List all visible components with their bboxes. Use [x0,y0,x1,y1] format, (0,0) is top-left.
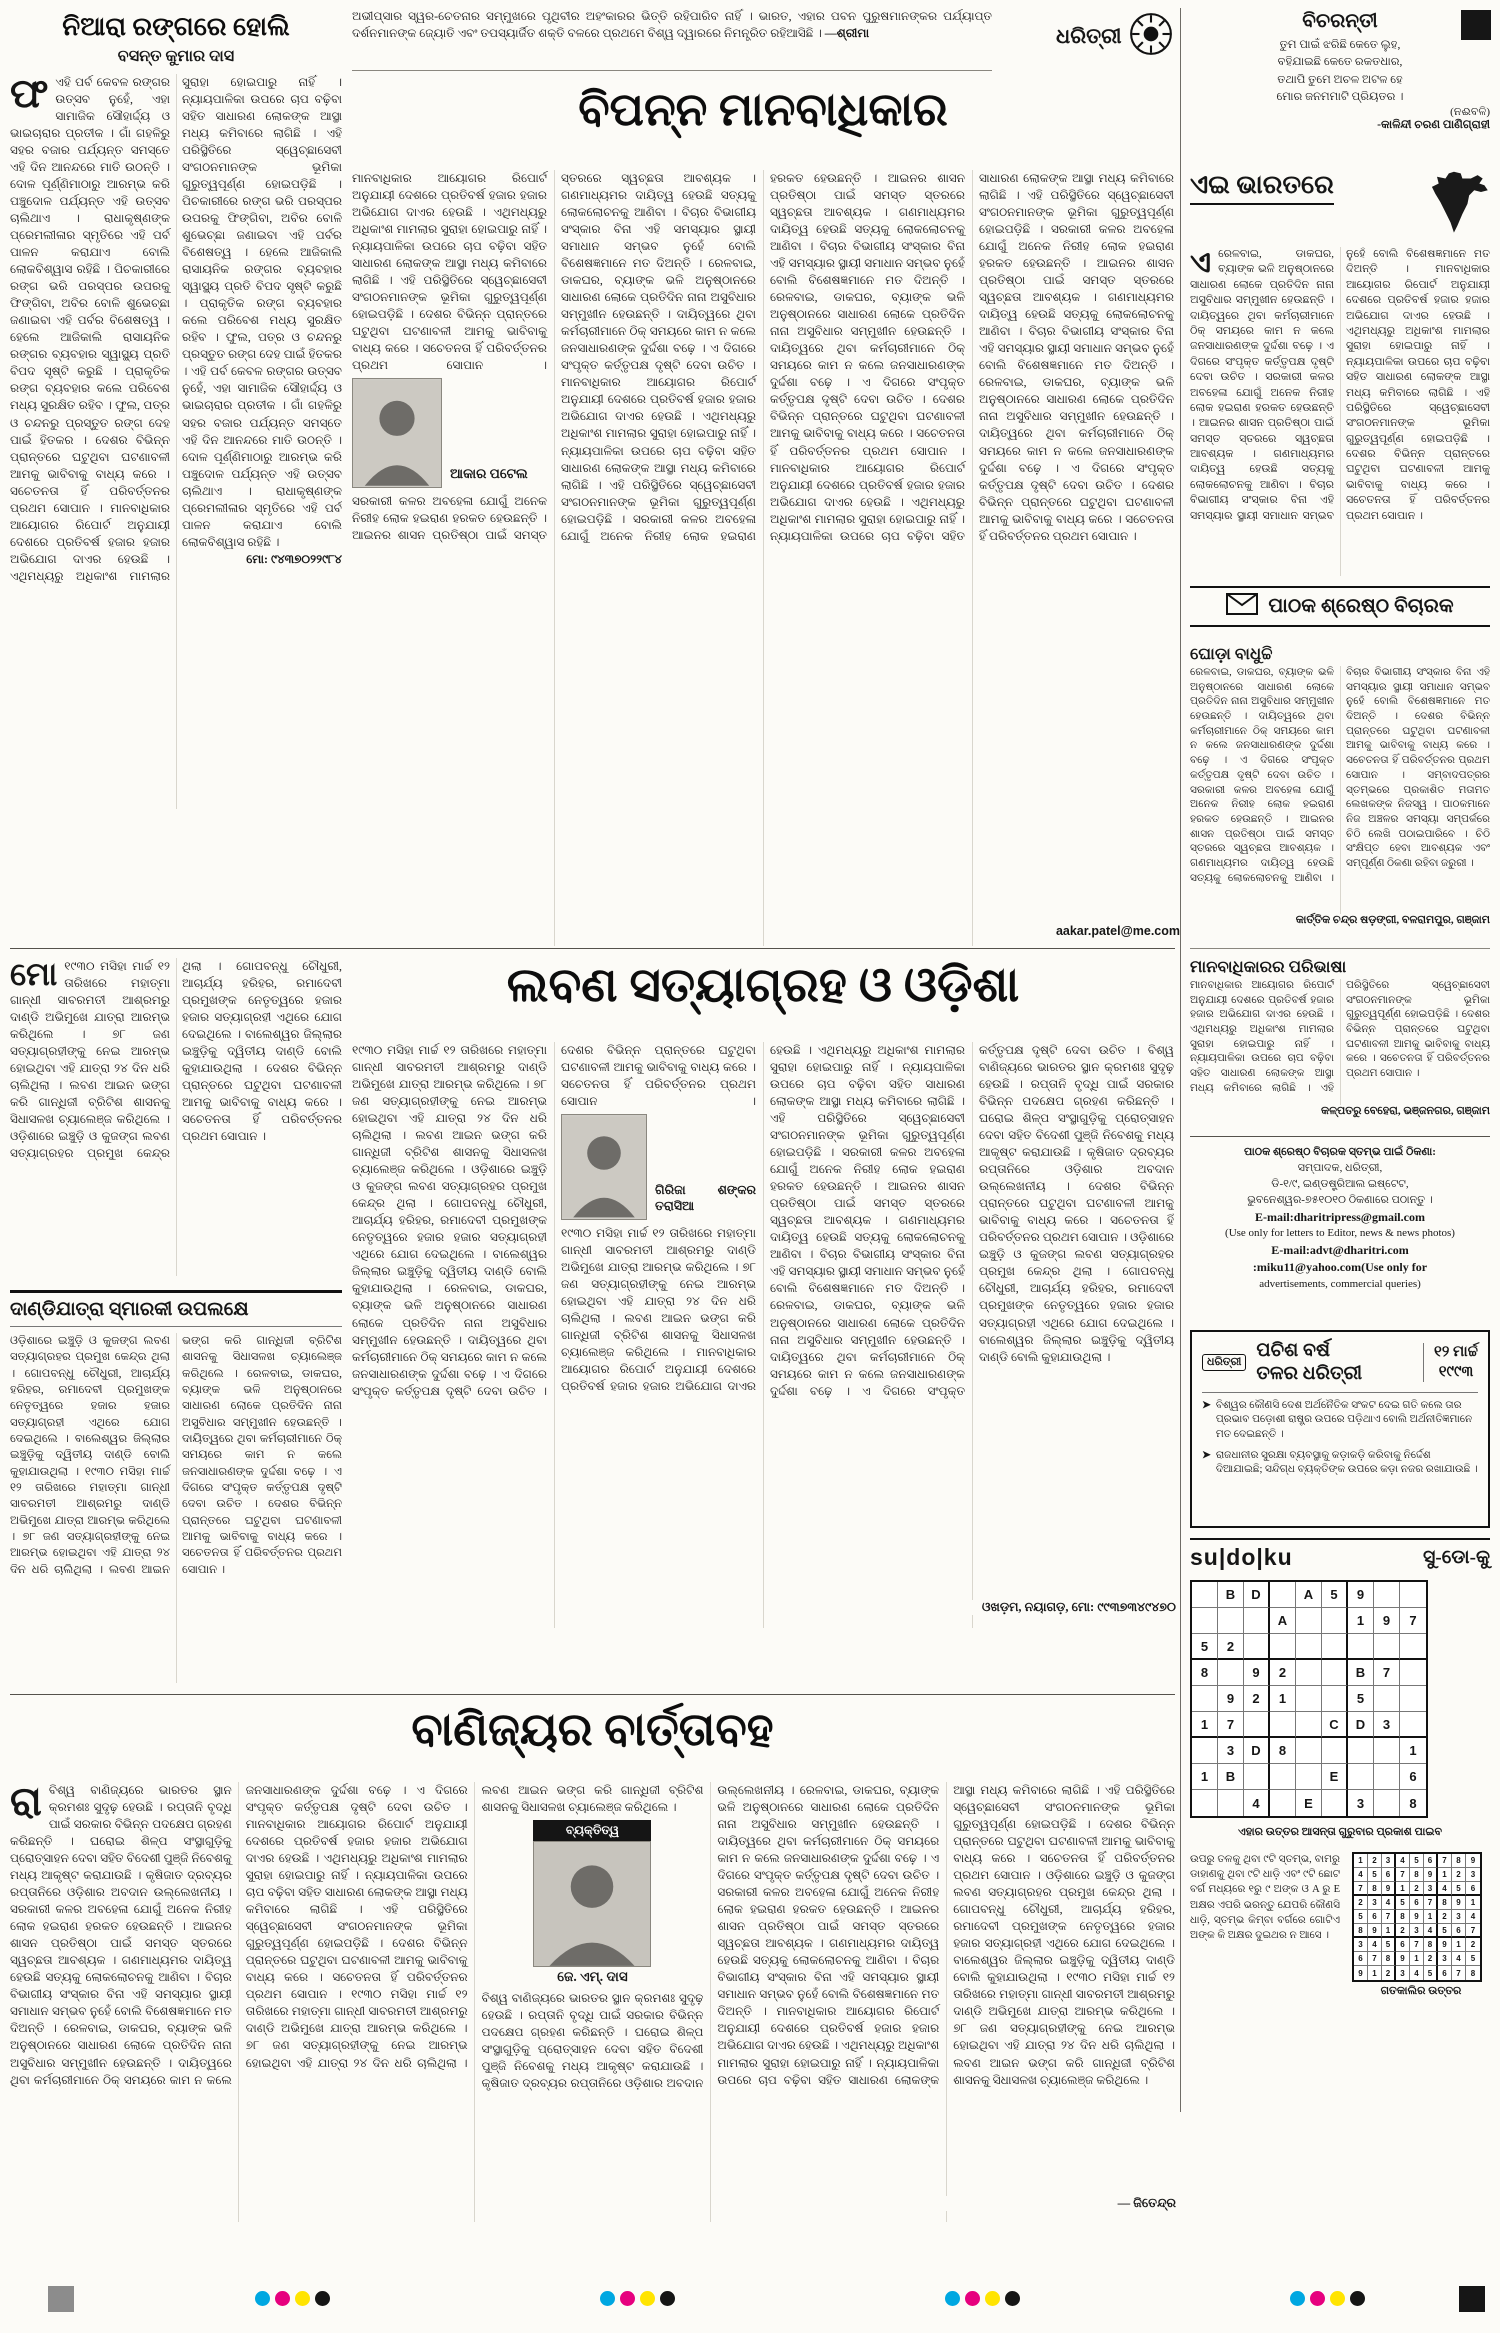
registration-dots [600,2291,675,2306]
article-salt-body [352,1042,1174,1628]
letter-2-title: ମାନବାଧିକାରର ପରିଭାଷା [1190,957,1347,976]
article-dandi-title: ଦାଣ୍ଡିଯାତ୍ରା ସ୍ମାରକୀ ଉପଲକ୍ଷେ [10,1299,342,1327]
sudoku-grid: B D A 5 9 A 1 9 7 5 2 8 9 2 B 7 9 2 1 5 1 7 C D 3 3 D 8 1 1 B E 6 4 E 3 8 [1190,1580,1428,1818]
author-photo-block [352,378,547,488]
paragraph: ଓଡ଼ିଶାରେ ଇଞ୍ଚୁଡ଼ି ଓ କୁଜଙ୍ଗ ଲବଣ ସତ୍ୟାଗ୍ରହର ପ୍ରମୁଖ କେନ୍ଦ୍ର ଥିଲା । ଗୋପବନ୍ଧୁ ଚୌଧୁରୀ, ଆଚାର୍ଯ୍ୟ ହରିହର, ରମାଦେବୀ ପ୍ରମୁଖଙ୍କ ନେତୃତ୍ୱରେ ହଜାର ହଜାର ସତ୍ୟାଗ୍ରହୀ ଏଥିରେ ଯୋଗ ଦେଇଥିଲେ । ବାଲେଶ୍ୱର ଜିଲ୍ଲାର ଇଞ୍ଚୁଡ଼ିକୁ ଦ୍ୱିତୀୟ ଦାଣ୍ଡି ବୋଲି କୁହାଯାଉଥିଲା । [979,1230,1174,1364]
paragraph: ମାନବାଧିକାର ଆୟୋଗର ରିପୋର୍ଟ ଅନୁଯାୟୀ ଦେଶରେ ପ୍ରତିବର୍ଷ ହଜାର ହଜାର ଅଭିଯୋଗ ଦାଏର ହେଉଛି । ଏଥିମଧ୍ୟରୁ ଅଧିକାଂଶ ମାମଲାର ସୁରାହା ହୋଇପାରୁ ନାହିଁ । ନ୍ୟାୟପାଳିକା ଉପରେ ଚାପ ବଢ଼ିବା ସହିତ ସାଧାରଣ ଲୋକଙ୍କ ଆସ୍ଥା ମଧ୍ୟ କମିବାରେ ଲାଗିଛି । ଏହି ପରିସ୍ଥିତିରେ ସ୍ୱେଚ୍ଛାସେବୀ ସଂଗଠନମାନଙ୍କ ଭୂମିକା ଗୁରୁତ୍ୱପୂର୍ଣ୍ଣ ହୋଇପଡ଼ିଛି । [1346,263,1490,445]
paragraph: ସରକାରୀ କଳର ଅବହେଳା ଯୋଗୁଁ ଅନେକ ନିରୀହ ଲୋକ ହଇରାଣ ହରକତ ହେଉଛନ୍ତି । ଆଇନର ଶାସନ ପ୍ରତିଷ୍ଠା ପାଇଁ ସମସ୍ତ ସ୍ତରରେ ସ୍ୱଚ୍ଛତା ଆବଶ୍ୟକ । ଗଣମାଧ୍ୟମର ଦାୟିତ୍ୱ ହେଉଛି ସତ୍ୟକୁ ଲୋକଲୋଚନକୁ ଆଣିବା । ବିଚାର ବିଭାଗୀୟ ସଂସ୍କାର ବିନା ଏହି ସମସ୍ୟାର ସ୍ଥାୟୀ ସମାଧାନ ସମ୍ଭବ ନୁହେଁ ବୋଲି ବିଶେଷଜ୍ଞମାନେ ମତ ଦିଅନ୍ତି । [979,222,1174,373]
article-holi-title: ନିଆରା ରଙ୍ଗରେ ହୋଲି [62,12,290,41]
divider [10,1694,1175,1695]
author-photo-block [561,1114,756,1220]
paragraph: ମାନବାଧିକାର ଆୟୋଗର ରିପୋର୍ଟ ଅନୁଯାୟୀ ଦେଶରେ ପ୍ରତିବର୍ଷ ହଜାର ହଜାର ଅଭିଯୋଗ ଦାଏର ହେଉଛି । ଏଥିମଧ୍ୟରୁ ଅଧିକାଂଶ ମାମଲାର ସୁରାହା ହୋଇପାରୁ ନାହିଁ । ନ୍ୟାୟପାଳିକା ଉପରେ ଚାପ ବଢ଼ିବା ସହିତ ସାଧାରଣ ଲୋକଙ୍କ ଆସ୍ଥା ମଧ୍ୟ କମିବାରେ ଲାଗିଛି । ଏହି ପରିସ୍ଥିତିରେ ସ୍ୱେଚ୍ଛାସେବୀ ସଂଗଠନମାନଙ୍କ ଭୂମିକା ଗୁରୁତ୍ୱପୂର୍ଣ୍ଣ ହୋଇପଡ଼ିଛି । [245,1817,468,1951]
article-bipanna-email: aakar.patel@me.com [996,924,1180,938]
sudoku-note: ଏହାର ଉତ୍ତର ଆସନ୍ତା ଗୁରୁବାର ପ୍ରକାଶ ପାଇବ [1238,1826,1442,1838]
dropcap: ମୋ [10,958,58,992]
article-holi-body [10,74,342,809]
envelope-icon [1226,593,1258,620]
years25-date-day: ୧୨ ମାର୍ଚ୍ଚ [1434,1344,1478,1361]
paragraph: ମାନବାଧିକାର ଆୟୋଗର ରିପୋର୍ଟ ଅନୁଯାୟୀ ଦେଶରେ ପ୍ରତିବର୍ଷ ହଜାର ହଜାର ଅଭିଯୋଗ ଦାଏର ହେଉଛି । ଏଥିମଧ୍ୟରୁ ଅଧିକାଂଶ ମାମଲାର ସୁରାହା ହୋଇପାରୁ ନାହିଁ । ନ୍ୟାୟପାଳିକା ଉପରେ ଚାପ ବଢ଼ିବା ସହିତ ସାଧାରଣ ଲୋକଙ୍କ ଆସ୍ଥା ମଧ୍ୟ କମିବାରେ ଲାଗିଛି । ଏହି ପରିସ୍ଥିତିରେ ସ୍ୱେଚ୍ଛାସେବୀ ସଂଗଠନମାନଙ୍କ ଭୂମିକା ଗୁରୁତ୍ୱପୂର୍ଣ୍ଣ ହୋଇପଡ଼ିଛି । [561,1043,965,1394]
magenta-dot [275,2291,290,2306]
masthead-quote [352,8,992,71]
paragraph: ସରକାରୀ କଳର ଅବହେଳା ଯୋଗୁଁ ଅନେକ ନିରୀହ ଲୋକ ହଇରାଣ ହରକତ ହେଉଛନ୍ତି । ଆଇନର ଶାସନ ପ୍ରତିଷ୍ଠା ପାଇଁ ସମସ୍ତ ସ୍ତରରେ ସ୍ୱଚ୍ଛତା ଆବଶ୍ୟକ । ଗଣମାଧ୍ୟମର ଦାୟିତ୍ୱ ହେଉଛି ସତ୍ୟକୁ ଲୋକଲୋଚନକୁ ଆଣିବା । ବିଚାର ବିଭାଗୀୟ ସଂସ୍କାର ବିନା ଏହି ସମସ୍ୟାର ସ୍ଥାୟୀ ସମାଧାନ ସମ୍ଭବ ନୁହେଁ ବୋଲି ବିଶେଷଜ୍ଞମାନେ ମତ ଦିଅନ୍ତି । [561,171,965,543]
sudoku-answer-grid: 1 2 3 4 5 6 7 8 9 4 5 6 7 8 9 1 2 3 7 8 9 1 2 3 4 5 6 2 3 4 5 6 7 8 9 1 5 6 7 8 9 1 2 3 4 8 9 1 2 3 4 5 6 7 3 4 5 6 7 8 9 1 2 6 7 8 9 1 2 3 4 5 9 1 2 3 4 5 6 7 8 [1352,1852,1482,1982]
contact-email: E-mail:dharitripress@gmail.com [1255,1209,1425,1224]
paragraph: ସରକାରୀ କଳର ଅବହେଳା ଯୋଗୁଁ ଅନେକ ନିରୀହ ଲୋକ ହଇରାଣ ହରକତ ହେଉଛନ୍ତି । ଆଇନର ଶାସନ ପ୍ରତିଷ୍ଠା ପାଇଁ ସମସ୍ତ ସ୍ତରରେ ସ୍ୱଚ୍ଛତା ଆବଶ୍ୟକ । ଗଣମାଧ୍ୟମର ଦାୟିତ୍ୱ ହେଉଛି ସତ୍ୟକୁ ଲୋକଲୋଚନକୁ ଆଣିବା । ବିଚାର ବିଭାଗୀୟ ସଂସ୍କାର ବିନା ଏହି ସମସ୍ୟାର ସ୍ଥାୟୀ ସମାଧାନ ସମ୍ଭବ ନୁହେଁ ବୋଲି ବିଶେଷଜ୍ଞମାନେ ମତ ଦିଅନ୍ତି । [1190,248,1490,522]
contact-note: (Use only for letters to Editor, news & news photos) [1225,1227,1455,1240]
paragraph: ୧୯୩୦ ମସିହା ମାର୍ଚ୍ଚ ୧୨ ତାରିଖରେ ମହାତ୍ମା ଗାନ୍ଧୀ ସାବରମତୀ ଆଶ୍ରମରୁ ଦାଣ୍ଡି ଅଭିମୁଖେ ଯାତ୍ରା ଆରମ୍ଭ କରିଥିଲେ । ୭୮ ଜଣ ସତ୍ୟାଗ୍ରହୀଙ୍କୁ ନେଇ ଆରମ୍ଭ ହୋଇଥିବା ଏହି ଯାତ୍ରା ୨୪ ଦିନ ଧରି ଚାଲିଥିଲା । ଲବଣ ଆଇନ ଭଙ୍ଗ କରି ଗାନ୍ଧିଜୀ ବ୍ରିଟିଶ ଶାସନକୁ ସିଧାସଳଖ ଚ୍ୟାଲେଞ୍ଜ କରିଥିଲେ । [352,1043,547,1177]
bullet-arrow-icon: ➤ [1202,1399,1211,1411]
black-dot [315,2291,330,2306]
paragraph: ଦେଶର ବିଭିନ୍ନ ପ୍ରାନ୍ତରେ ଘଟୁଥିବା ଘଟଣାବଳୀ ଆମକୁ ଭାବିବାକୁ ବାଧ୍ୟ କରେ । ସଚେତନତା ହିଁ ପରିବର୍ତ୍ତନର ପ୍ରଥମ ସୋପାନ । [953,1817,1175,1883]
paragraph: ଦେଶର ବିଭିନ୍ନ ପ୍ରାନ୍ତରେ ଘଟୁଥିବା ଘଟଣାବଳୀ ଆମକୁ ଭାବିବାକୁ ବାଧ୍ୟ କରେ । ସଚେତନତା ହିଁ ପରିବର୍ତ୍ତନର ପ୍ରଥମ ସୋପାନ । [770,392,965,458]
contact-email: E-mail:advt@dharitri.com [1271,1243,1409,1258]
poem-line: ତଥାପି ତୁମେ ଅଚଳ ଅଟଳ ହେ [1277,73,1403,86]
author-photo [561,1114,647,1220]
ei-bharatare-title: ଏଇ ଭାରତରେ [1190,170,1334,205]
paragraph: ଏହି ପର୍ବ କେବଳ ରଙ୍ଗର ଉତ୍ସବ ନୁହେଁ, ଏହା ସାମାଜିକ ସୌହାର୍ଦ୍ଦ୍ୟ ଓ ଭାଇଚାରାର ପ୍ରତୀକ । ଗାଁ ଗହଳିରୁ ସହର ବଜାର ପର୍ଯ୍ୟନ୍ତ ସମସ୍ତେ ଏହି ଦିନ ଆନନ୍ଦରେ ମାତି ଉଠନ୍ତି । ଦୋଳ ପୂର୍ଣ୍ଣିମାଠାରୁ ଆରମ୍ଭ କରି ପଞ୍ଚୁଦୋଳ ପର୍ଯ୍ୟନ୍ତ ଏହି ଉତ୍ସବ ଚାଲିଥାଏ । ରାଧାକୃଷ୍ଣଙ୍କ ପ୍ରେମଲୀଳାର ସ୍ମୃତିରେ ଏହି ପର୍ବ ପାଳନ କରାଯାଏ ବୋଲି ଲୋକବିଶ୍ୱାସ ରହିଛି । [10,74,170,277]
paragraph: ଦେଶର ବିଭିନ୍ନ ପ୍ରାନ୍ତରେ ଘଟୁଥିବା ଘଟଣାବଳୀ ଆମକୁ ଭାବିବାକୁ ବାଧ୍ୟ କରେ । ସଚେତନତା ହିଁ ପରିବର୍ତ୍ତନର ପ୍ରଥମ ସୋପାନ । [245,1936,468,2002]
poem-line: ମୋର ଜନମମାଟି ପ୍ରିୟତର । [1276,90,1404,103]
paragraph: ୧୯୩୦ ମସିହା ମାର୍ଚ୍ଚ ୧୨ ତାରିଖରେ ମହାତ୍ମା ଗାନ୍ଧୀ ସାବରମତୀ ଆଶ୍ରମରୁ ଦାଣ୍ଡି ଅଭିମୁଖେ ଯାତ୍ରା ଆରମ୍ଭ କରିଥିଲେ । ୭୮ ଜଣ ସତ୍ୟାଗ୍ରହୀଙ୍କୁ ନେଇ ଆରମ୍ଭ ହୋଇଥିବା ଏହି ଯାତ୍ରା ୨୪ ଦିନ ଧରି ଚାଲିଥିଲା । ଲବଣ ଆଇନ ଭଙ୍ଗ କରି ଗାନ୍ଧିଜୀ ବ୍ରିଟିଶ ଶାସନକୁ ସିଧାସଳଖ ଚ୍ୟାଲେଞ୍ଜ କରିଥିଲେ । [10,1335,342,1576]
years25-item-text: ରାଜଧାନୀର ସୁରକ୍ଷା ବ୍ୟବସ୍ଥାକୁ କଡ଼ାକଡ଼ି କରିବାକୁ ନିର୍ଦ୍ଦେଶ ଦିଆଯାଇଛି; ସନ୍ଦିଗ୍ଧ ବ୍ୟକ୍ତିଙ୍କ ଉପରେ କଡ଼ା ନଜର ରଖାଯାଉଛି । [1215,1449,1478,1476]
years25-title [1256,1340,1413,1386]
paragraph: ପିଚକାରୀରେ ରଙ୍ଗ ଭରି ପରସ୍ପର ଉପରକୁ ଫିଙ୍ଗିବା, ଅବିର ବୋଳି ଶୁଭେଚ୍ଛା ଜଣାଇବା ଏହି ପର୍ବର ବିଶେଷତ୍ୱ । ହେଲେ ଆଜିକାଲି ରାସାୟନିକ ରଙ୍ଗର ବ୍ୟବହାର ସ୍ୱାସ୍ଥ୍ୟ ପ୍ରତି ବିପଦ ସୃଷ୍ଟି କରୁଛି । ପ୍ରାକୃତିକ ରଙ୍ଗ ବ୍ୟବହାର କଲେ ପରିବେଶ ମଧ୍ୟ ସୁରକ୍ଷିତ ରହିବ । ଫୁଲ, ପତ୍ର ଓ ଚନ୍ଦନରୁ ପ୍ରସ୍ତୁତ ରଙ୍ଗ ଦେହ ପାଇଁ ହିତକର । [182,194,342,379]
paragraph: ଓଡ଼ିଶାରେ ଇଞ୍ଚୁଡ଼ି ଓ କୁଜଙ୍ଗ ଲବଣ ସତ୍ୟାଗ୍ରହର ପ୍ରମୁଖ କେନ୍ଦ୍ର ଥିଲା । ଗୋପବନ୍ଧୁ ଚୌଧୁରୀ, ଆଚାର୍ଯ୍ୟ ହରିହର, ରମାଦେବୀ ପ୍ରମୁଖଙ୍କ ନେତୃତ୍ୱରେ ହଜାର ହଜାର ସତ୍ୟାଗ୍ରହୀ ଏଥିରେ ଯୋଗ ଦେଇଥିଲେ । ବାଲେଶ୍ୱର ଜିଲ୍ଲାର ଇଞ୍ଚୁଡ଼ିକୁ ଦ୍ୱିତୀୟ ଦାଣ୍ଡି ବୋଲି କୁହାଯାଉଥିଲା । [10,1335,170,1478]
article-trade-signature: — ଜିତେନ୍ଦ୍ର [945,2196,1176,2211]
dropcap: ଫ [10,73,49,116]
paragraph: ମାନବାଧିକାର ଆୟୋଗର ରିପୋର୍ଟ ଅନୁଯାୟୀ ଦେଶରେ ପ୍ରତିବର୍ଷ ହଜାର ହଜାର ଅଭିଯୋଗ ଦାଏର ହେଉଛି । ଏଥିମଧ୍ୟରୁ ଅଧିକାଂଶ ମାମଲାର ସୁରାହା ହୋଇପାରୁ ନାହିଁ । ନ୍ୟାୟପାଳିକା ଉପରେ ଚାପ ବଢ଼ିବା ସହିତ ସାଧାରଣ ଲୋକଙ୍କ ଆସ୍ଥା ମଧ୍ୟ କମିବାରେ ଲାଗିଛି । ଏହି ପରିସ୍ଥିତିରେ ସ୍ୱେଚ୍ଛାସେବୀ ସଂଗଠନମାନଙ୍କ ଭୂମିକା ଗୁରୁତ୍ୱପୂର୍ଣ୍ଣ ହୋଇପଡ଼ିଛି । [1190,980,1490,1094]
contact-line: ପାଠକ ଶ୍ରେଷ୍ଠ ବିଚାରକ ସ୍ତମ୍ଭ ପାଇଁ ଠିକଣା: [1244,1146,1436,1158]
sudoku-logo-od: ସୁ-ଡୋ-କୁ [1422,1546,1490,1568]
print-mark-bottom-left [48,2286,74,2312]
paragraph: ଦେଶର ବିଭିନ୍ନ ପ୍ରାନ୍ତରେ ଘଟୁଥିବା ଘଟଣାବଳୀ ଆମକୁ ଭାବିବାକୁ ବାଧ୍ୟ କରେ । ସଚେତନତା ହିଁ ପରିବର୍ତ୍ତନର ପ୍ରଥମ ସୋପାନ । [352,307,548,373]
quote-attribution: —ଶ୍ରୀମା [824,26,870,41]
magenta-dot [1310,2291,1325,2306]
print-mark-bottom-right [1459,2286,1485,2312]
paragraph: ବିଶ୍ୱ ବାଣିଜ୍ୟରେ ଭାରତର ସ୍ଥାନ କ୍ରମଶଃ ସୁଦୃଢ଼ ହେଉଛି । ରପ୍ତାନି ବୃଦ୍ଧି ପାଇଁ ସରକାର ବିଭିନ୍ନ ପଦକ୍ଷେପ ଗ୍ରହଣ କରିଛନ୍ତି । ଘରୋଇ ଶିଳ୍ପ ସଂସ୍ଥାଗୁଡ଼ିକୁ ପ୍ରୋତ୍ସାହନ ଦେବା ସହିତ ବିଦେଶୀ ପୁଞ୍ଜି ନିବେଶକୁ ମଧ୍ୟ ଆକୃଷ୍ଟ କରାଯାଉଛି । କୃଷିଜାତ ଦ୍ରବ୍ୟର ରପ୍ତାନିରେ ଓଡ଼ିଶାର ଅବଦାନ ଉଲ୍ଲେଖନୀୟ । [481,1783,795,2091]
contact-email: :miku11@yahoo.com(Use only for [1252,1260,1428,1275]
paragraph: ୧୯୩୦ ମସିହା ମାର୍ଚ୍ଚ ୧୨ ତାରିଖରେ ମହାତ୍ମା ଗାନ୍ଧୀ ସାବରମତୀ ଆଶ୍ରମରୁ ଦାଣ୍ଡି ଅଭିମୁଖେ ଯାତ୍ରା ଆରମ୍ଭ କରିଥିଲେ । ୭୮ ଜଣ ସତ୍ୟାଗ୍ରହୀଙ୍କୁ ନେଇ ଆରମ୍ଭ ହୋଇଥିବା ଏହି ଯାତ୍ରା ୨୪ ଦିନ ଧରି ଚାଲିଥିଲା । ଲବଣ ଆଇନ ଭଙ୍ଗ କରି ଗାନ୍ଧିଜୀ ବ୍ରିଟିଶ ଶାସନକୁ ସିଧାସଳଖ ଚ୍ୟାଲେଞ୍ଜ କରିଥିଲେ । [10,959,170,1127]
years25-item [1202,1449,1478,1478]
author-photo [352,378,442,488]
magenta-dot [965,2291,980,2306]
article-salt-footer: ଓଖଡ଼ମ, ନୟାଗଡ଼, ମୋ: ୯୯୩୭୩୪୯୪୭୦ [900,1600,1176,1615]
paragraph: ସରକାରୀ କଳର ଅବହେଳା ଯୋଗୁଁ ଅନେକ ନିରୀହ ଲୋକ ହଇରାଣ ହରକତ ହେଉଛନ୍ତି । ଆଇନର ଶାସନ ପ୍ରତିଷ୍ଠା ପାଇଁ ସମସ୍ତ ସ୍ତରରେ ସ୍ୱଚ୍ଛତା ଆବଶ୍ୟକ । ଗଣମାଧ୍ୟମର ଦାୟିତ୍ୱ ହେଉଛି ସତ୍ୟକୁ ଲୋକଲୋଚନକୁ ଆଣିବା । ବିଚାର ବିଭାଗୀୟ ସଂସ୍କାର ବିନା ଏହି ସମସ୍ୟାର ସ୍ଥାୟୀ ସମାଧାନ ସମ୍ଭବ ନୁହେଁ ବୋଲି ବିଶେଷଜ୍ଞମାନେ ମତ ଦିଅନ୍ତି । [1190,667,1490,884]
poem-source: (ନଈବଳି) [1450,106,1490,118]
contact-line: ସମ୍ପାଦକ, ଧରିତ୍ରୀ, [1297,1161,1383,1174]
dropcap: ଏ [1190,247,1212,279]
paragraph: ରେଳବାଇ, ଡାକଘର, ବ୍ୟାଙ୍କ ଭଳି ଅନୁଷ୍ଠାନରେ ସାଧାରଣ ଲୋକେ ପ୍ରତିଦିନ ନାନା ଅସୁବିଧାର ସମ୍ମୁଖୀନ ହେଉଛନ୍ତି । ଦାୟିତ୍ୱରେ ଥିବା କର୍ମଚାରୀମାନେ ଠିକ୍ ସମୟରେ କାମ ନ କଲେ ଜନସାଧାରଣଙ୍କ ଦୁର୍ଦ୍ଦଶା ବଢ଼େ । ଏ ଦିଗରେ ସଂପୃକ୍ତ କର୍ତ୍ତୃପକ୍ଷ ଦୃଷ୍ଟି ଦେବା ଉଚିତ । [1190,248,1334,384]
paragraph: ଦେଶର ବିଭିନ୍ନ ପ୍ରାନ୍ତରେ ଘଟୁଥିବା ଘଟଣାବଳୀ ଆମକୁ ଭାବିବାକୁ ବାଧ୍ୟ କରେ । ସଚେତନତା ହିଁ ପରିବର୍ତ୍ତନର ପ୍ରଥମ ସୋପାନ । [979,477,1174,543]
article-holi-byline: ବସନ୍ତ କୁମାର ଦାସ [117,47,235,65]
article-dandi-body [10,1333,342,1683]
article-trade-body [10,1782,1175,2222]
paragraph: ରେଳବାଇ, ଡାକଘର, ବ୍ୟାଙ୍କ ଭଳି ଅନୁଷ୍ଠାନରେ ସାଧାରଣ ଲୋକେ ପ୍ରତିଦିନ ନାନା ଅସୁବିଧାର ସମ୍ମୁଖୀନ ହେଉଛନ୍ତି । ଦାୟିତ୍ୱରେ ଥିବା କର୍ମଚାରୀମାନେ ଠିକ୍ ସମୟରେ କାମ ନ କଲେ ଜନସାଧାରଣଙ୍କ ଦୁର୍ଦ୍ଦଶା ବଢ଼େ । ଏ ଦିଗରେ ସଂପୃକ୍ତ କର୍ତ୍ତୃପକ୍ଷ ଦୃଷ୍ଟି ଦେବା ଉଚିତ । [770,1043,1140,1398]
letter-2-signature: କଳ୍ପତରୁ ବେହେରା, ଭଞ୍ଜନଗର, ଗଞ୍ଜାମ [1320,1105,1490,1117]
paragraph: ବିଶ୍ୱ ବାଣିଜ୍ୟରେ ଭାରତର ସ୍ଥାନ କ୍ରମଶଃ ସୁଦୃଢ଼ ହେଉଛି । ରପ୍ତାନି ବୃଦ୍ଧି ପାଇଁ ସରକାର ବିଭିନ୍ନ ପଦକ୍ଷେପ ଗ୍ରହଣ କରିଛନ୍ତି । ଘରୋଇ ଶିଳ୍ପ ସଂସ୍ଥାଗୁଡ଼ିକୁ ପ୍ରୋତ୍ସାହନ ଦେବା ସହିତ ବିଦେଶୀ ପୁଞ୍ଜି ନିବେଶକୁ ମଧ୍ୟ ଆକୃଷ୍ଟ କରାଯାଉଛି । କୃଷିଜାତ ଦ୍ରବ୍ୟର ରପ୍ତାନିରେ ଓଡ଼ିଶାର ଅବଦାନ ଉଲ୍ଲେଖନୀୟ । [979,1043,1174,1194]
registration-dots [1290,2291,1365,2306]
paragraph: ମାନବାଧିକାର ଆୟୋଗର ରିପୋର୍ଟ ଅନୁଯାୟୀ ଦେଶରେ ପ୍ରତିବର୍ଷ ହଜାର ହଜାର ଅଭିଯୋଗ ଦାଏର ହେଉଛି । ଏଥିମଧ୍ୟରୁ ଅଧିକାଂଶ ମାମଲାର ସୁରାହା ହୋଇପାରୁ ନାହିଁ । ନ୍ୟାୟପାଳିକା ଉପରେ ଚାପ ବଢ଼ିବା ସହିତ ସାଧାରଣ ଲୋକଙ୍କ ଆସ୍ଥା ମଧ୍ୟ କମିବାରେ ଲାଗିଛି । ଏହି ପରିସ୍ଥିତିରେ ସ୍ୱେଚ୍ଛାସେବୀ ସଂଗଠନମାନଙ୍କ ଭୂମିକା ଗୁରୁତ୍ୱପୂର୍ଣ୍ଣ ହୋଇପଡ଼ିଛି । [352,171,547,322]
paragraph: ୧୯୩୦ ମସିହା ମାର୍ଚ୍ଚ ୧୨ ତାରିଖରେ ମହାତ୍ମା ଗାନ୍ଧୀ ସାବରମତୀ ଆଶ୍ରମରୁ ଦାଣ୍ଡି ଅଭିମୁଖେ ଯାତ୍ରା ଆରମ୍ଭ କରିଥିଲେ । ୭୮ ଜଣ ସତ୍ୟାଗ୍ରହୀଙ୍କୁ ନେଇ ଆରମ୍ଭ ହୋଇଥିବା ଏହି ଯାତ୍ରା ୨୪ ଦିନ ଧରି ଚାଲିଥିଲା । ଲବଣ ଆଇନ ଭଙ୍ଗ କରି ଗାନ୍ଧିଜୀ ବ୍ରିଟିଶ ଶାସନକୁ ସିଧାସଳଖ ଚ୍ୟାଲେଞ୍ଜ କରିଥିଲେ । [561,1226,756,1360]
cyan-dot [255,2291,270,2306]
paragraph: ପିଚକାରୀରେ ରଙ୍ଗ ଭରି ପରସ୍ପର ଉପରକୁ ଫିଙ୍ଗିବା, ଅବିର ବୋଳି ଶୁଭେଚ୍ଛା ଜଣାଇବା ଏହି ପର୍ବର ବିଶେଷତ୍ୱ । ହେଲେ ଆଜିକାଲି ରାସାୟନିକ ରଙ୍ଗର ବ୍ୟବହାର ସ୍ୱାସ୍ଥ୍ୟ ପ୍ରତି ବିପଦ ସୃଷ୍ଟି କରୁଛି । ପ୍ରାକୃତିକ ରଙ୍ଗ ବ୍ୟବହାର କଲେ ପରିବେଶ ମଧ୍ୟ ସୁରକ୍ଷିତ ରହିବ । ଫୁଲ, ପତ୍ର ଓ ଚନ୍ଦନରୁ ପ୍ରସ୍ତୁତ ରଙ୍ଗ ଦେହ ପାଇଁ ହିତକର । [10,262,170,447]
paragraph: ଦେଶର ବିଭିନ୍ନ ପ୍ରାନ୍ତରେ ଘଟୁଥିବା ଘଟଣାବଳୀ ଆମକୁ ଭାବିବାକୁ ବାଧ୍ୟ କରେ । ସଚେତନତା ହିଁ ପରିବର୍ତ୍ତନର ପ୍ରଥମ ସୋପାନ । [561,1043,756,1109]
article-trade-title: ବାଣିଜ୍ୟର ବାର୍ତ୍ତାବହ [411,1704,774,1755]
registration-dots [255,2291,330,2306]
registration-dots [945,2291,1020,2306]
masthead-wordmark: ଧରିତ୍ରୀ [1056,23,1122,48]
paragraph: ସରକାରୀ କଳର ଅବହେଳା ଯୋଗୁଁ ଅନେକ ନିରୀହ ଲୋକ ହଇରାଣ ହରକତ ହେଉଛନ୍ତି । ଆଇନର ଶାସନ ପ୍ରତିଷ୍ଠା ପାଇଁ ସମସ୍ତ ସ୍ତରରେ ସ୍ୱଚ୍ଛତା ଆବଶ୍ୟକ । ଗଣମାଧ୍ୟମର ଦାୟିତ୍ୱ ହେଉଛି ସତ୍ୟକୁ ଲୋକଲୋଚନକୁ ଆଣିବା । ବିଚାର ବିଭାଗୀୟ ସଂସ୍କାର ବିନା ଏହି ସମସ୍ୟାର ସ୍ଥାୟୀ ସମାଧାନ ସମ୍ଭବ ନୁହେଁ ବୋଲି ବିଶେଷଜ୍ଞମାନେ ମତ ଦିଅନ୍ତି । [10,1902,232,2036]
paragraph: ରେଳବାଇ, ଡାକଘର, ବ୍ୟାଙ୍କ ଭଳି ଅନୁଷ୍ଠାନରେ ସାଧାରଣ ଲୋକେ ପ୍ରତିଦିନ ନାନା ଅସୁବିଧାର ସମ୍ମୁଖୀନ ହେଉଛନ୍ତି । ଦାୟିତ୍ୱରେ ଥିବା କର୍ମଚାରୀମାନେ ଠିକ୍ ସମୟରେ କାମ ନ କଲେ ଜନସାଧାରଣଙ୍କ ଦୁର୍ଦ୍ଦଶା ବଢ଼େ । ଏ ଦିଗରେ ସଂପୃକ୍ତ କର୍ତ୍ତୃପକ୍ଷ ଦୃଷ୍ଟି ଦେବା ଉଚିତ । [979,375,1174,492]
sudoku-answer-label: ଗତକାଲିର ଉତ୍ତର [1380,1985,1462,1997]
article-bipanna-title: ବିପନ୍ନ ମାନବାଧିକାର [578,84,948,135]
paragraph: ରେଳବାଇ, ଡାକଘର, ବ୍ୟାଙ୍କ ଭଳି ଅନୁଷ୍ଠାନରେ ସାଧାରଣ ଲୋକେ ପ୍ରତିଦିନ ନାନା ଅସୁବିଧାର ସମ୍ମୁଖୀନ ହେଉଛନ୍ତି । ଦାୟିତ୍ୱରେ ଥିବା କର୍ମଚାରୀମାନେ ଠିକ୍ ସମୟରେ କାମ ନ କଲେ ଜନସାଧାରଣଙ୍କ ଦୁର୍ଦ୍ଦଶା ବଢ଼େ । ଏ ଦିଗରେ ସଂପୃକ୍ତ କର୍ତ୍ତୃପକ୍ଷ ଦୃଷ୍ଟି ଦେବା ଉଚିତ । [352,1281,548,1398]
poem-attribution: -କାଳିନ୍ଦୀ ଚରଣ ପାଣିଗ୍ରାହୀ [1377,119,1490,131]
paragraph: ଦେଶର ବିଭିନ୍ନ ପ୍ରାନ୍ତରେ ଘଟୁଥିବା ଘଟଣାବଳୀ ଆମକୁ ଭାବିବାକୁ ବାଧ୍ୟ କରେ । ସଚେତନତା ହିଁ ପରିବର୍ତ୍ତନର ପ୍ରଥମ ସୋପାନ । [10,432,170,515]
sudoku-header [1190,1538,1490,1571]
contact-note: advertisements, commercial queries) [1259,1277,1421,1290]
bicharanti-title: ବିଚରନ୍ତୀ [1302,10,1378,32]
cyan-dot [1290,2291,1305,2306]
magenta-dot [620,2291,635,2306]
paragraph: ଦେଶର ବିଭିନ୍ନ ପ୍ରାନ୍ତରେ ଘଟୁଥିବା ଘଟଣାବଳୀ ଆମକୁ ଭାବିବାକୁ ବାଧ୍ୟ କରେ । ସଚେତନତା ହିଁ ପରିବର୍ତ୍ତନର ପ୍ରଥମ ସୋପାନ । [1346,711,1490,781]
bicharanti-box [1190,10,1490,160]
poem-line: ତୁମ ପାଇଁ ଝରିଛି କେତେ ଲୁହ, [1279,39,1401,51]
paragraph: ଦେଶର ବିଭିନ୍ନ ପ୍ରାନ୍ତରେ ଘଟୁଥିବା ଘଟଣାବଳୀ ଆମକୁ ଭାବିବାକୁ ବାଧ୍ୟ କରେ । ସଚେତନତା ହିଁ ପରିବର୍ତ୍ତନର ପ୍ରଥମ ସୋପାନ । [979,1179,1174,1245]
black-dot [660,2291,675,2306]
yellow-dot [295,2291,310,2306]
article-bipanna-body [352,170,1174,946]
paragraph: ରେଳବାଇ, ଡାକଘର, ବ୍ୟାଙ୍କ ଭଳି ଅନୁଷ୍ଠାନରେ ସାଧାରଣ ଲୋକେ ପ୍ରତିଦିନ ନାନା ଅସୁବିଧାର ସମ୍ମୁଖୀନ ହେଉଛନ୍ତି । ଦାୟିତ୍ୱରେ ଥିବା କର୍ମଚାରୀମାନେ ଠିକ୍ ସମୟରେ କାମ ନ କଲେ ଜନସାଧାରଣଙ୍କ ଦୁର୍ଦ୍ଦଶା ବଢ଼େ । ଏ ଦିଗରେ ସଂପୃକ୍ତ କର୍ତ୍ତୃପକ୍ଷ ଦୃଷ୍ଟି ଦେବା ଉଚିତ । [717,1783,940,1883]
paragraph: ଦେଶର ବିଭିନ୍ନ ପ୍ରାନ୍ତରେ ଘଟୁଥିବା ଘଟଣାବଳୀ ଆମକୁ ଭାବିବାକୁ ବାଧ୍ୟ କରେ । ସଚେତନତା ହିଁ ପରିବର୍ତ୍ତନର ପ୍ରଥମ ସୋପାନ । [182,1498,342,1576]
article-salt-left-column [10,958,342,1276]
quote-text: ଅଭୀପ୍ସାର ସ୍ୱର-ଚେତନାର ସମ୍ମୁଖରେ ପୃଥିବୀର ଅହଂକାରର ଭିତ୍ତି ରହିପାରିବ ନାହିଁ । ଭାରତ, ଏହାର ପବନ ପୁରୁଷମାନଙ୍କର ପର୍ଯ୍ୟାପ୍ତ ଦର୍ଶନମାନଙ୍କ ଜ୍ୟୋତି ଏବଂ ତପସ୍ୟାର୍ଜିତ ଶକ୍ତି ବଳରେ ପ୍ରଥମେ ବିଶ୍ୱ ଦ୍ୱାରରେ ନିମନ୍ତ୍ରିତ ରହିଆସିଛି । [352,9,992,41]
personality-photo-block [533,1820,651,1986]
personality-photo [533,1841,651,1967]
paragraph: ରେଳବାଇ, ଡାକଘର, ବ୍ୟାଙ୍କ ଭଳି ଅନୁଷ୍ଠାନରେ ସାଧାରଣ ଲୋକେ ପ୍ରତିଦିନ ନାନା ଅସୁବିଧାର ସମ୍ମୁଖୀନ ହେଉଛନ୍ତି । ଦାୟିତ୍ୱରେ ଥିବା କର୍ମଚାରୀମାନେ ଠିକ୍ ସମୟରେ କାମ ନ କଲେ ଜନସାଧାରଣଙ୍କ ଦୁର୍ଦ୍ଦଶା ବଢ଼େ । ଏ ଦିଗରେ ସଂପୃକ୍ତ କର୍ତ୍ତୃପକ୍ଷ ଦୃଷ୍ଟି ଦେବା ଉଚିତ । [1190,667,1334,781]
years25-date [1423,1343,1478,1382]
ei-bharatare-body [1190,247,1490,576]
paragraph: ଓଡ଼ିଶାରେ ଇଞ୍ଚୁଡ଼ି ଓ କୁଜଙ୍ଗ ଲବଣ ସତ୍ୟାଗ୍ରହର ପ୍ରମୁଖ କେନ୍ଦ୍ର ଥିଲା । ଗୋପବନ୍ଧୁ ଚୌଧୁରୀ, ଆଚାର୍ଯ୍ୟ ହରିହର, ରମାଦେବୀ ପ୍ରମୁଖଙ୍କ ନେତୃତ୍ୱରେ ହଜାର ହଜାର ସତ୍ୟାଗ୍ରହୀ ଏଥିରେ ଯୋଗ ଦେଇଥିଲେ । ବାଲେଶ୍ୱର ଜିଲ୍ଲାର ଇଞ୍ଚୁଡ଼ିକୁ ଦ୍ୱିତୀୟ ଦାଣ୍ଡି ବୋଲି କୁହାଯାଉଥିଲା । [352,1162,547,1296]
cyan-dot [600,2291,615,2306]
paragraph: ବିଶ୍ୱ ବାଣିଜ୍ୟରେ ଭାରତର ସ୍ଥାନ କ୍ରମଶଃ ସୁଦୃଢ଼ ହେଉଛି । ରପ୍ତାନି ବୃଦ୍ଧି ପାଇଁ ସରକାର ବିଭିନ୍ନ ପଦକ୍ଷେପ ଗ୍ରହଣ କରିଛନ୍ତି । ଘରୋଇ ଶିଳ୍ପ ସଂସ୍ଥାଗୁଡ଼ିକୁ ପ୍ରୋତ୍ସାହନ ଦେବା ସହିତ ବିଦେଶୀ ପୁଞ୍ଜି ନିବେଶକୁ ମଧ୍ୟ ଆକୃଷ୍ଟ କରାଯାଉଛି । କୃଷିଜାତ ଦ୍ରବ୍ୟର ରପ୍ତାନିରେ ଓଡ଼ିଶାର ଅବଦାନ ଉଲ୍ଲେଖନୀୟ । [10,1783,232,1900]
years25-box [1190,1330,1490,1528]
years25-line2: ତଳର ଧରିତ୍ରୀ [1256,1362,1363,1384]
bicharanti-poem [1190,37,1490,106]
poem-line: ବହିଯାଇଛି କେତେ ରକତଧାର, [1277,56,1403,69]
india-map-icon [1428,170,1490,241]
paragraph: ୧୯୩୦ ମସିହା ମାର୍ଚ୍ଚ ୧୨ ତାରିଖରେ ମହାତ୍ମା ଗାନ୍ଧୀ ସାବରମତୀ ଆଶ୍ରମରୁ ଦାଣ୍ଡି ଅଭିମୁଖେ ଯାତ୍ରା ଆରମ୍ଭ କରିଥିଲେ । ୭୮ ଜଣ ସତ୍ୟାଗ୍ରହୀଙ୍କୁ ନେଇ ଆରମ୍ଭ ହୋଇଥିବା ଏହି ଯାତ୍ରା ୨୪ ଦିନ ଧରି ଚାଲିଥିଲା । ଲବଣ ଆଇନ ଭଙ୍ଗ କରି ଗାନ୍ଧିଜୀ ବ୍ରିଟିଶ ଶାସନକୁ ସିଧାସଳଖ ଚ୍ୟାଲେଞ୍ଜ କରିଥିଲେ । [245,1783,704,2070]
years25-logo: ଧରିତ୍ରୀ [1202,1354,1246,1371]
years25-item-text: ବିଶ୍ୱର କୌଣସି ଦେଶ ଅର୍ଥନୈତିକ ସଂକଟ ଦେଇ ଗତି କଲେ ତାର ପ୍ରଭାବ ପଡ଼ୋଶୀ ରାଷ୍ଟ୍ର ଉପରେ ପଡ଼ିଥାଏ ବୋଲି ଅର୍ଥନୀତିଜ୍ଞମାନେ ମତ ଦେଇଛନ୍ତି । [1215,1399,1473,1440]
paragraph: ମାନବାଧିକାର ଆୟୋଗର ରିପୋର୍ଟ ଅନୁଯାୟୀ ଦେଶରେ ପ୍ରତିବର୍ଷ ହଜାର ହଜାର ଅଭିଯୋଗ ଦାଏର ହେଉଛି । ଏଥିମଧ୍ୟରୁ ଅଧିକାଂଶ ମାମଲାର ସୁରାହା ହୋଇପାରୁ ନାହିଁ । ନ୍ୟାୟପାଳିକା ଉପରେ ଚାପ ବଢ଼ିବା ସହିତ ସାଧାରଣ ଲୋକଙ୍କ ଆସ୍ଥା ମଧ୍ୟ କମିବାରେ ଲାଗିଛି । ଏହି ପରିସ୍ଥିତିରେ ସ୍ୱେଚ୍ଛାସେବୀ ସଂଗଠନମାନଙ୍କ ଭୂମିକା ଗୁରୁତ୍ୱପୂର୍ଣ୍ଣ ହୋଇପଡ଼ିଛି । [717,1783,1175,2087]
paragraph: ଏହି ପର୍ବ କେବଳ ରଙ୍ଗର ଉତ୍ସବ ନୁହେଁ, ଏହା ସାମାଜିକ ସୌହାର୍ଦ୍ଦ୍ୟ ଓ ଭାଇଚାରାର ପ୍ରତୀକ । ଗାଁ ଗହଳିରୁ ସହର ବଜାର ପର୍ଯ୍ୟନ୍ତ ସମସ୍ତେ ଏହି ଦିନ ଆନନ୍ଦରେ ମାତି ଉଠନ୍ତି । ଦୋଳ ପୂର୍ଣ୍ଣିମାଠାରୁ ଆରମ୍ଭ କରି ପଞ୍ଚୁଦୋଳ ପର୍ଯ୍ୟନ୍ତ ଏହି ଉତ୍ସବ ଚାଲିଥାଏ । ରାଧାକୃଷ୍ଣଙ୍କ ପ୍ରେମଲୀଳାର ସ୍ମୃତିରେ ଏହି ପର୍ବ ପାଳନ କରାଯାଏ ବୋଲି ଲୋକବିଶ୍ୱାସ ରହିଛି । [182,364,342,549]
paragraph: ସରକାରୀ କଳର ଅବହେଳା ଯୋଗୁଁ ଅନେକ ନିରୀହ ଲୋକ ହଇରାଣ ହରକତ ହେଉଛନ୍ତି । ଆଇନର ଶାସନ ପ୍ରତିଷ୍ଠା ପାଇଁ ସମସ୍ତ ସ୍ତରରେ ସ୍ୱଚ୍ଛତା ଆବଶ୍ୟକ । ଗଣମାଧ୍ୟମର ଦାୟିତ୍ୱ ହେଉଛି ସତ୍ୟକୁ ଲୋକଲୋଚନକୁ ଆଣିବା । ବିଚାର ବିଭାଗୀୟ ସଂସ୍କାର ବିନା ଏହି ସମସ୍ୟାର ସ୍ଥାୟୀ ସମାଧାନ ସମ୍ଭବ ନୁହେଁ ବୋଲି ବିଶେଷଜ୍ଞମାନେ ମତ ଦିଅନ୍ତି । [770,1145,966,1296]
paragraph: ଓଡ଼ିଶାରେ ଇଞ୍ଚୁଡ଼ି ଓ କୁଜଙ୍ଗ ଲବଣ ସତ୍ୟାଗ୍ରହର ପ୍ରମୁଖ କେନ୍ଦ୍ର ଥିଲା । ଗୋପବନ୍ଧୁ ଚୌଧୁରୀ, ଆଚାର୍ଯ୍ୟ ହରିହର, ରମାଦେବୀ ପ୍ରମୁଖଙ୍କ ନେତୃତ୍ୱରେ ହଜାର ହଜାର ସତ୍ୟାଗ୍ରହୀ ଏଥିରେ ଯୋଗ ଦେଇଥିଲେ । ବାଲେଶ୍ୱର ଜିଲ୍ଲାର ଇଞ୍ଚୁଡ଼ିକୁ ଦ୍ୱିତୀୟ ଦାଣ୍ଡି ବୋଲି କୁହାଯାଉଥିଲା । [953,1868,1175,1985]
letter-1-signature: କାର୍ତ୍ତିକ ଚନ୍ଦ୍ର ଷଡ଼ଙ୍ଗୀ, ବଳରାମପୁର, ଗଞ୍ଜାମ [1295,914,1490,926]
yellow-dot [1330,2291,1345,2306]
dropcap: ରା [10,1782,42,1824]
paragraph: ମାନବାଧିକାର ଆୟୋଗର ରିପୋର୍ଟ ଅନୁଯାୟୀ ଦେଶରେ ପ୍ରତିବର୍ଷ ହଜାର ହଜାର ଅଭିଯୋଗ ଦାଏର ହେଉଛି । ଏଥିମଧ୍ୟରୁ ଅଧିକାଂଶ ମାମଲାର ସୁରାହା ହୋଇପାରୁ ନାହିଁ । ନ୍ୟାୟପାଳିକା ଉପରେ ଚାପ ବଢ଼ିବା ସହିତ ସାଧାରଣ ଲୋକଙ୍କ ଆସ୍ଥା ମଧ୍ୟ କମିବାରେ ଲାଗିଛି । ଏହି ପରିସ୍ଥିତିରେ ସ୍ୱେଚ୍ଛାସେବୀ ସଂଗଠନମାନଙ୍କ ଭୂମିକା ଗୁରୁତ୍ୱପୂର୍ଣ୍ଣ ହୋଇପଡ଼ିଛି । [770,171,1174,543]
masthead-emblem-icon [1128,11,1174,62]
paragraph: ରେଳବାଇ, ଡାକଘର, ବ୍ୟାଙ୍କ ଭଳି ଅନୁଷ୍ଠାନରେ ସାଧାରଣ ଲୋକେ ପ୍ରତିଦିନ ନାନା ଅସୁବିଧାର ସମ୍ମୁଖୀନ ହେଉଛନ୍ତି । ଦାୟିତ୍ୱରେ ଥିବା କର୍ମଚାରୀମାନେ ଠିକ୍ ସମୟରେ କାମ ନ କଲେ ଜନସାଧାରଣଙ୍କ ଦୁର୍ଦ୍ଦଶା ବଢ଼େ । ଏ ଦିଗରେ ସଂପୃକ୍ତ କର୍ତ୍ତୃପକ୍ଷ ଦୃଷ୍ଟି ଦେବା ଉଚିତ । [182,1367,342,1511]
contact-line: ଡି-୧/୯, ଇଣ୍ଡଷ୍ଟ୍ରିଆଲ ଇଷ୍ଟେଟ, [1271,1177,1409,1190]
divider [10,948,1175,949]
years25-item [1202,1399,1478,1443]
article-holi-phone: ମୋ: ୯୪୩୭୦୨୨୯୮୪ [246,551,342,566]
paragraph: ମାନବାଧିକାର ଆୟୋଗର ରିପୋର୍ଟ ଅନୁଯାୟୀ ଦେଶରେ ପ୍ରତିବର୍ଷ ହଜାର ହଜାର ଅଭିଯୋଗ ଦାଏର ହେଉଛି । ଏଥିମଧ୍ୟରୁ ଅଧିକାଂଶ ମାମଲାର ସୁରାହା ହୋଇପାରୁ ନାହିଁ । ନ୍ୟାୟପାଳିକା ଉପରେ ଚାପ ବଢ଼ିବା ସହିତ ସାଧାରଣ ଲୋକଙ୍କ ଆସ୍ଥା ମଧ୍ୟ କମିବାରେ ଲାଗିଛି । ଏହି ପରିସ୍ଥିତିରେ ସ୍ୱେଚ୍ଛାସେବୀ ସଂଗଠନମାନଙ୍କ ଭୂମିକା ଗୁରୁତ୍ୱପୂର୍ଣ୍ଣ ହୋଇପଡ଼ିଛି । [10,74,342,583]
article-salt-title: ଲବଣ ସତ୍ୟାଗ୍ରହ ଓ ଓଡ଼ିଶା [506,959,1020,1012]
paragraph: ସରକାରୀ କଳର ଅବହେଳା ଯୋଗୁଁ ଅନେକ ନିରୀହ ଲୋକ ହଇରାଣ ହରକତ ହେଉଛନ୍ତି । ଆଇନର ଶାସନ ପ୍ରତିଷ୍ଠା ପାଇଁ ସମସ୍ତ ସ୍ତରରେ ସ୍ୱଚ୍ଛତା ଆବଶ୍ୟକ । ଗଣମାଧ୍ୟମର ଦାୟିତ୍ୱ ହେଉଛି ସତ୍ୟକୁ ଲୋକଲୋଚନକୁ ଆଣିବା । ବିଚାର ବିଭାଗୀୟ ସଂସ୍କାର ବିନା ଏହି ସମସ୍ୟାର ସ୍ଥାୟୀ ସମାଧାନ ସମ୍ଭବ ନୁହେଁ ବୋଲି ବିଶେଷଜ୍ଞମାନେ ମତ ଦିଅନ୍ତି । [352,171,756,543]
article-holi [10,12,342,809]
cyan-dot [945,2291,960,2306]
bullet-arrow-icon: ➤ [1202,1449,1211,1461]
letters-header-title: ପାଠକ ଶ୍ରେଷ୍ଠ ବିଚାରକ [1268,595,1454,617]
masthead-logo [1056,10,1174,62]
letter-1 [1190,640,1490,940]
sudoku-rules: ଉପରୁ ତଳକୁ ଥିବା ୯ଟି ସ୍ତମ୍ଭ, ବାମରୁ ଡାହାଣକୁ ଥିବା ୯ଟି ଧାଡ଼ି ଏବଂ ୯ଟି ଛୋଟ ବର୍ଗ ମଧ୍ୟରେ ୧ରୁ ୯ ଅଙ୍କ ଓ A ରୁ E ଅକ୍ଷର ଏପରି ଭରନ୍ତୁ ଯେପରି କୌଣସି ଧାଡ଼ି, ସ୍ତମ୍ଭ କିମ୍ବା ବର୍ଗରେ ଗୋଟିଏ ଅଙ୍କ କି ଅକ୍ଷର ଦୁଇଥର ନ ଆସେ । [1190,1854,1340,1942]
years25-date-year: ୧୯୯୩ [1438,1363,1474,1380]
paragraph: ସରକାରୀ କଳର ଅବହେଳା ଯୋଗୁଁ ଅନେକ ନିରୀହ ଲୋକ ହଇରାଣ ହରକତ ହେଉଛନ୍ତି । ଆଇନର ଶାସନ ପ୍ରତିଷ୍ଠା ପାଇଁ ସମସ୍ତ ସ୍ତରରେ ସ୍ୱଚ୍ଛତା ଆବଶ୍ୟକ । ଗଣମାଧ୍ୟମର ଦାୟିତ୍ୱ ହେଉଛି ସତ୍ୟକୁ ଲୋକଲୋଚନକୁ ଆଣିବା । ବିଚାର ବିଭାଗୀୟ ସଂସ୍କାର ବିନା ଏହି ସମସ୍ୟାର ସ୍ଥାୟୀ ସମାଧାନ ସମ୍ଭବ ନୁହେଁ ବୋଲି ବିଶେଷଜ୍ଞମାନେ ମତ ଦିଅନ୍ତି । [717,1885,940,2019]
paragraph: ମାନବାଧିକାର ଆୟୋଗର ରିପୋର୍ଟ ଅନୁଯାୟୀ ଦେଶରେ ପ୍ରତିବର୍ଷ ହଜାର ହଜାର ଅଭିଯୋଗ ଦାଏର ହେଉଛି । ଏଥିମଧ୍ୟରୁ ଅଧିକାଂଶ ମାମଲାର ସୁରାହା ହୋଇପାରୁ ନାହିଁ । ନ୍ୟାୟପାଳିକା ଉପରେ ଚାପ ବଢ଼ିବା ସହିତ ସାଧାରଣ ଲୋକଙ୍କ ଆସ୍ଥା ମଧ୍ୟ କମିବାରେ ଲାଗିଛି । ଏହି ପରିସ୍ଥିତିରେ ସ୍ୱେଚ୍ଛାସେବୀ ସଂଗଠନମାନଙ୍କ ଭୂମିକା ଗୁରୁତ୍ୱପୂର୍ଣ୍ଣ ହୋଇପଡ଼ିଛି । [561,375,756,526]
yellow-dot [640,2291,655,2306]
personality-photo-caption: ଜେ. ଏମ୍. ଦାସ [557,1969,628,1985]
paragraph: ଦେଶର ବିଭିନ୍ନ ପ୍ରାନ୍ତରେ ଘଟୁଥିବା ଘଟଣାବଳୀ ଆମକୁ ଭାବିବାକୁ ବାଧ୍ୟ କରେ । ସଚେତନତା ହିଁ ପରିବର୍ତ୍ତନର ପ୍ରଥମ ସୋପାନ । [182,1061,342,1144]
divider [1180,8,1181,2112]
article-dandi [10,1290,342,1695]
letter-1-title: ଘୋଡ଼ା ବାଧୁଚ୍ଚି [1190,644,1273,663]
years25-line1: ପଚିଶ ବର୍ଷ [1256,1340,1330,1361]
author-photo-caption: ଆକାର ପଟେଲ [450,465,528,481]
paragraph: ରେଳବାଇ, ଡାକଘର, ବ୍ୟାଙ୍କ ଭଳି ଅନୁଷ୍ଠାନରେ ସାଧାରଣ ଲୋକେ ପ୍ରତିଦିନ ନାନା ଅସୁବିଧାର ସମ୍ମୁଖୀନ ହେଉଛନ୍ତି । ଦାୟିତ୍ୱରେ ଥିବା କର୍ମଚାରୀମାନେ ଠିକ୍ ସମୟରେ କାମ ନ କଲେ ଜନସାଧାରଣଙ୍କ ଦୁର୍ଦ୍ଦଶା ବଢ଼େ । ଏ ଦିଗରେ ସଂପୃକ୍ତ କର୍ତ୍ତୃପକ୍ଷ ଦୃଷ୍ଟି ଦେବା ଉଚିତ । [561,256,756,373]
letter-2-body [1190,979,1490,1105]
paragraph: ୧୯୩୦ ମସିହା ମାର୍ଚ୍ଚ ୧୨ ତାରିଖରେ ମହାତ୍ମା ଗାନ୍ଧୀ ସାବରମତୀ ଆଶ୍ରମରୁ ଦାଣ୍ଡି ଅଭିମୁଖେ ଯାତ୍ରା ଆରମ୍ଭ କରିଥିଲେ । ୭୮ ଜଣ ସତ୍ୟାଗ୍ରହୀଙ୍କୁ ନେଇ ଆରମ୍ଭ ହୋଇଥିବା ଏହି ଯାତ୍ରା ୨୪ ଦିନ ଧରି ଚାଲିଥିଲା । ଲବଣ ଆଇନ ଭଙ୍ଗ କରି ଗାନ୍ଧିଜୀ ବ୍ରିଟିଶ ଶାସନକୁ ସିଧାସଳଖ ଚ୍ୟାଲେଞ୍ଜ କରିଥିଲେ । [953,1970,1175,2087]
contact-line: ଭୁବନେଶ୍ୱର-୭୫୧୦୧୦ ଠିକଣାରେ ପଠାନ୍ତୁ । [1247,1193,1433,1206]
paragraph: ସମ୍ବାଦପତ୍ରର ସ୍ତମ୍ଭରେ ପ୍ରକାଶିତ ମତାମତ ଲେଖକଙ୍କ ନିଜସ୍ୱ । ପାଠକମାନେ ନିଜ ଅଞ୍ଚଳର ସମସ୍ୟା ସମ୍ପର୍କରେ ଚିଠି ଲେଖି ପଠାଇପାରିବେ । ଚିଠି ସଂକ୍ଷିପ୍ତ ହେବା ଆବଶ୍ୟକ ଏବଂ ସମ୍ପୂର୍ଣ୍ଣ ଠିକଣା ରହିବା ଜରୁରୀ । [1346,769,1490,869]
black-dot [1350,2291,1365,2306]
letters-contact-block [1190,1136,1490,1333]
paragraph: ଓଡ଼ିଶାରେ ଇଞ୍ଚୁଡ଼ି ଓ କୁଜଙ୍ଗ ଲବଣ ସତ୍ୟାଗ୍ରହର ପ୍ରମୁଖ କେନ୍ଦ୍ର ଥିଲା । ଗୋପବନ୍ଧୁ ଚୌଧୁରୀ, ଆଚାର୍ଯ୍ୟ ହରିହର, ରମାଦେବୀ ପ୍ରମୁଖଙ୍କ ନେତୃତ୍ୱରେ ହଜାର ହଜାର ସତ୍ୟାଗ୍ରହୀ ଏଥିରେ ଯୋଗ ଦେଇଥିଲେ । ବାଲେଶ୍ୱର ଜିଲ୍ଲାର ଇଞ୍ଚୁଡ଼ିକୁ ଦ୍ୱିତୀୟ ଦାଣ୍ଡି ବୋଲି କୁହାଯାଉଥିଲା । [10,959,342,1161]
personality-photo-label: ବ୍ୟକ୍ତିତ୍ୱ [533,1820,651,1841]
letters-header [1190,586,1490,627]
letter-2 [1190,948,1490,1135]
black-dot [1005,2291,1020,2306]
yellow-dot [985,2291,1000,2306]
paragraph: ରେଳବାଇ, ଡାକଘର, ବ୍ୟାଙ୍କ ଭଳି ଅନୁଷ୍ଠାନରେ ସାଧାରଣ ଲୋକେ ପ୍ରତିଦିନ ନାନା ଅସୁବିଧାର ସମ୍ମୁଖୀନ ହେଉଛନ୍ତି । ଦାୟିତ୍ୱରେ ଥିବା କର୍ମଚାରୀମାନେ ଠିକ୍ ସମୟରେ କାମ ନ କଲେ ଜନସାଧାରଣଙ୍କ ଦୁର୍ଦ୍ଦଶା ବଢ଼େ । ଏ ଦିଗରେ ସଂପୃକ୍ତ କର୍ତ୍ତୃପକ୍ଷ ଦୃଷ୍ଟି ଦେବା ଉଚିତ । [10,1783,468,2087]
sudoku-answer-block [1352,1852,1490,1998]
ei-bharatare-section [1190,170,1490,576]
paragraph: ଦେଶର ବିଭିନ୍ନ ପ୍ରାନ୍ତରେ ଘଟୁଥିବା ଘଟଣାବଳୀ ଆମକୁ ଭାବିବାକୁ ବାଧ୍ୟ କରେ । ସଚେତନତା ହିଁ ପରିବର୍ତ୍ତନର ପ୍ରଥମ ସୋପାନ । [1346,448,1490,522]
paragraph: ଦେଶର ବିଭିନ୍ନ ପ୍ରାନ୍ତରେ ଘଟୁଥିବା ଘଟଣାବଳୀ ଆମକୁ ଭାବିବାକୁ ବାଧ୍ୟ କରେ । ସଚେତନତା ହିଁ ପରିବର୍ତ୍ତନର ପ୍ରଥମ ସୋପାନ । [1346,1009,1490,1080]
sudoku-logo-en: su|do|ku [1190,1544,1293,1570]
author-photo-caption: ଗିରିଜା ଶଙ୍କର ତରାସିଆ [655,1182,756,1213]
paragraph: ରେଳବାଇ, ଡାକଘର, ବ୍ୟାଙ୍କ ଭଳି ଅନୁଷ୍ଠାନରେ ସାଧାରଣ ଲୋକେ ପ୍ରତିଦିନ ନାନା ଅସୁବିଧାର ସମ୍ମୁଖୀନ ହେଉଛନ୍ତି । ଦାୟିତ୍ୱରେ ଥିବା କର୍ମଚାରୀମାନେ ଠିକ୍ ସମୟରେ କାମ ନ କଲେ ଜନସାଧାରଣଙ୍କ ଦୁର୍ଦ୍ଦଶା ବଢ଼େ । ଏ ଦିଗରେ ସଂପୃକ୍ତ କର୍ତ୍ତୃପକ୍ଷ ଦୃଷ୍ଟି ଦେବା ଉଚିତ । [770,290,965,407]
letter-1-body [1190,666,1490,914]
